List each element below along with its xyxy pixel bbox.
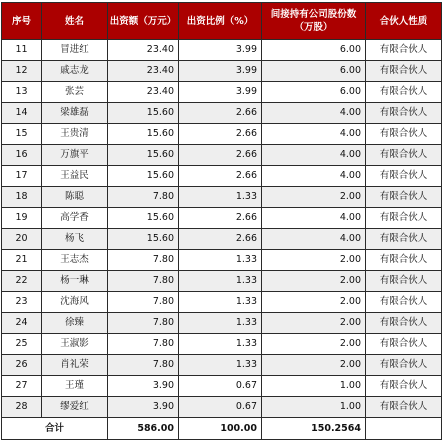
cell-seq: 27 [2, 376, 42, 397]
cell-shares: 2.00 [262, 271, 366, 292]
table-row [2, 271, 442, 292]
cell-shares: 4.00 [262, 124, 366, 145]
cell-amount: 15.60 [108, 124, 179, 145]
cell-seq: 28 [2, 397, 42, 418]
cell-partner-type: 有限合伙人 [366, 376, 442, 397]
cell-shares: 2.00 [262, 187, 366, 208]
cell-seq: 17 [2, 166, 42, 187]
cell-shares: 6.00 [262, 40, 366, 61]
table-row [2, 208, 442, 229]
cell-seq: 19 [2, 208, 42, 229]
cell-ratio: 1.33 [179, 187, 262, 208]
cell-seq: 14 [2, 103, 42, 124]
cell-ratio: 1.33 [179, 313, 262, 334]
cell-amount: 15.60 [108, 166, 179, 187]
cell-shares: 4.00 [262, 103, 366, 124]
header-partner-type: 合伙人性质 [366, 3, 442, 40]
cell-shares: 4.00 [262, 208, 366, 229]
cell-ratio: 2.66 [179, 145, 262, 166]
cell-partner-type: 有限合伙人 [366, 292, 442, 313]
cell-name: 沈海风 [42, 292, 108, 313]
cell-partner-type: 有限合伙人 [366, 208, 442, 229]
cell-amount: 3.90 [108, 376, 179, 397]
cell-amount: 7.80 [108, 313, 179, 334]
cell-name: 王益民 [42, 166, 108, 187]
cell-seq: 11 [2, 40, 42, 61]
cell-amount: 15.60 [108, 145, 179, 166]
total-shares: 150.2564 [262, 418, 366, 440]
cell-partner-type: 有限合伙人 [366, 229, 442, 250]
cell-shares: 4.00 [262, 145, 366, 166]
total-ratio: 100.00 [179, 418, 262, 440]
header-shares: 间接持有公司股份数（万股） [262, 3, 366, 40]
cell-amount: 7.80 [108, 334, 179, 355]
cell-ratio: 3.99 [179, 61, 262, 82]
cell-amount: 7.80 [108, 250, 179, 271]
total-amount: 586.00 [108, 418, 179, 440]
cell-partner-type: 有限合伙人 [366, 40, 442, 61]
cell-partner-type: 有限合伙人 [366, 313, 442, 334]
cell-seq: 23 [2, 292, 42, 313]
cell-amount: 3.90 [108, 397, 179, 418]
cell-shares: 1.00 [262, 397, 366, 418]
table-row [2, 250, 442, 271]
table-row [2, 124, 442, 145]
cell-partner-type: 有限合伙人 [366, 397, 442, 418]
cell-partner-type: 有限合伙人 [366, 145, 442, 166]
table-row [2, 187, 442, 208]
cell-ratio: 2.66 [179, 229, 262, 250]
header-seq: 序号 [2, 3, 42, 40]
cell-name: 梁雄磊 [42, 103, 108, 124]
table-row [2, 313, 442, 334]
cell-name: 杨飞 [42, 229, 108, 250]
table-footer [2, 418, 442, 440]
cell-shares: 2.00 [262, 250, 366, 271]
cell-amount: 15.60 [108, 229, 179, 250]
cell-amount: 23.40 [108, 82, 179, 103]
cell-amount: 7.80 [108, 355, 179, 376]
cell-partner-type: 有限合伙人 [366, 61, 442, 82]
cell-amount: 7.80 [108, 271, 179, 292]
cell-amount: 7.80 [108, 187, 179, 208]
cell-ratio: 3.99 [179, 40, 262, 61]
cell-shares: 4.00 [262, 166, 366, 187]
cell-name: 杨一琳 [42, 271, 108, 292]
cell-ratio: 1.33 [179, 271, 262, 292]
cell-name: 高学香 [42, 208, 108, 229]
cell-partner-type: 有限合伙人 [366, 271, 442, 292]
table-row [2, 82, 442, 103]
cell-amount: 7.80 [108, 292, 179, 313]
cell-shares: 2.00 [262, 313, 366, 334]
cell-ratio: 1.33 [179, 355, 262, 376]
table-row [2, 103, 442, 124]
cell-partner-type: 有限合伙人 [366, 250, 442, 271]
cell-ratio: 1.33 [179, 250, 262, 271]
cell-name: 冒进红 [42, 40, 108, 61]
cell-name: 王贵清 [42, 124, 108, 145]
cell-ratio: 1.33 [179, 292, 262, 313]
cell-shares: 2.00 [262, 334, 366, 355]
cell-seq: 18 [2, 187, 42, 208]
table-body [2, 40, 442, 418]
header-name: 姓名 [42, 3, 108, 40]
cell-seq: 25 [2, 334, 42, 355]
cell-name: 肖礼荣 [42, 355, 108, 376]
table-row [2, 334, 442, 355]
table-header [2, 3, 442, 40]
cell-name: 陈聪 [42, 187, 108, 208]
cell-name: 张芸 [42, 82, 108, 103]
cell-name: 万旗平 [42, 145, 108, 166]
cell-partner-type: 有限合伙人 [366, 124, 442, 145]
table-row [2, 229, 442, 250]
table-row [2, 40, 442, 61]
table-row [2, 61, 442, 82]
cell-shares: 6.00 [262, 82, 366, 103]
cell-partner-type: 有限合伙人 [366, 82, 442, 103]
cell-partner-type: 有限合伙人 [366, 187, 442, 208]
cell-amount: 15.60 [108, 103, 179, 124]
total-partner-type [366, 418, 442, 440]
cell-shares: 1.00 [262, 376, 366, 397]
cell-name: 王瑾 [42, 376, 108, 397]
cell-ratio: 0.67 [179, 397, 262, 418]
table-row [2, 145, 442, 166]
total-row [2, 418, 442, 440]
cell-seq: 13 [2, 82, 42, 103]
cell-seq: 24 [2, 313, 42, 334]
cell-shares: 2.00 [262, 355, 366, 376]
cell-seq: 22 [2, 271, 42, 292]
cell-partner-type: 有限合伙人 [366, 166, 442, 187]
cell-ratio: 0.67 [179, 376, 262, 397]
cell-amount: 23.40 [108, 61, 179, 82]
cell-amount: 23.40 [108, 40, 179, 61]
cell-name: 王志杰 [42, 250, 108, 271]
table-row [2, 355, 442, 376]
cell-seq: 15 [2, 124, 42, 145]
cell-shares: 2.00 [262, 292, 366, 313]
cell-ratio: 1.33 [179, 334, 262, 355]
cell-ratio: 2.66 [179, 208, 262, 229]
cell-name: 戚志龙 [42, 61, 108, 82]
cell-amount: 15.60 [108, 208, 179, 229]
header-ratio: 出资比例（%） [179, 3, 262, 40]
cell-ratio: 3.99 [179, 82, 262, 103]
cell-seq: 20 [2, 229, 42, 250]
total-label: 合计 [2, 418, 108, 440]
cell-shares: 4.00 [262, 229, 366, 250]
partner-contribution-table [1, 2, 442, 440]
table-row [2, 166, 442, 187]
cell-seq: 12 [2, 61, 42, 82]
header-amount: 出资额（万元） [108, 3, 179, 40]
cell-name: 徐臻 [42, 313, 108, 334]
cell-ratio: 2.66 [179, 124, 262, 145]
cell-seq: 16 [2, 145, 42, 166]
cell-partner-type: 有限合伙人 [366, 334, 442, 355]
header-row [2, 3, 442, 40]
cell-seq: 26 [2, 355, 42, 376]
cell-name: 王淑影 [42, 334, 108, 355]
table-row [2, 376, 442, 397]
cell-ratio: 2.66 [179, 103, 262, 124]
cell-seq: 21 [2, 250, 42, 271]
table-row [2, 292, 442, 313]
cell-shares: 6.00 [262, 61, 366, 82]
cell-name: 缪爱红 [42, 397, 108, 418]
cell-partner-type: 有限合伙人 [366, 103, 442, 124]
table-row [2, 397, 442, 418]
cell-ratio: 2.66 [179, 166, 262, 187]
cell-partner-type: 有限合伙人 [366, 355, 442, 376]
